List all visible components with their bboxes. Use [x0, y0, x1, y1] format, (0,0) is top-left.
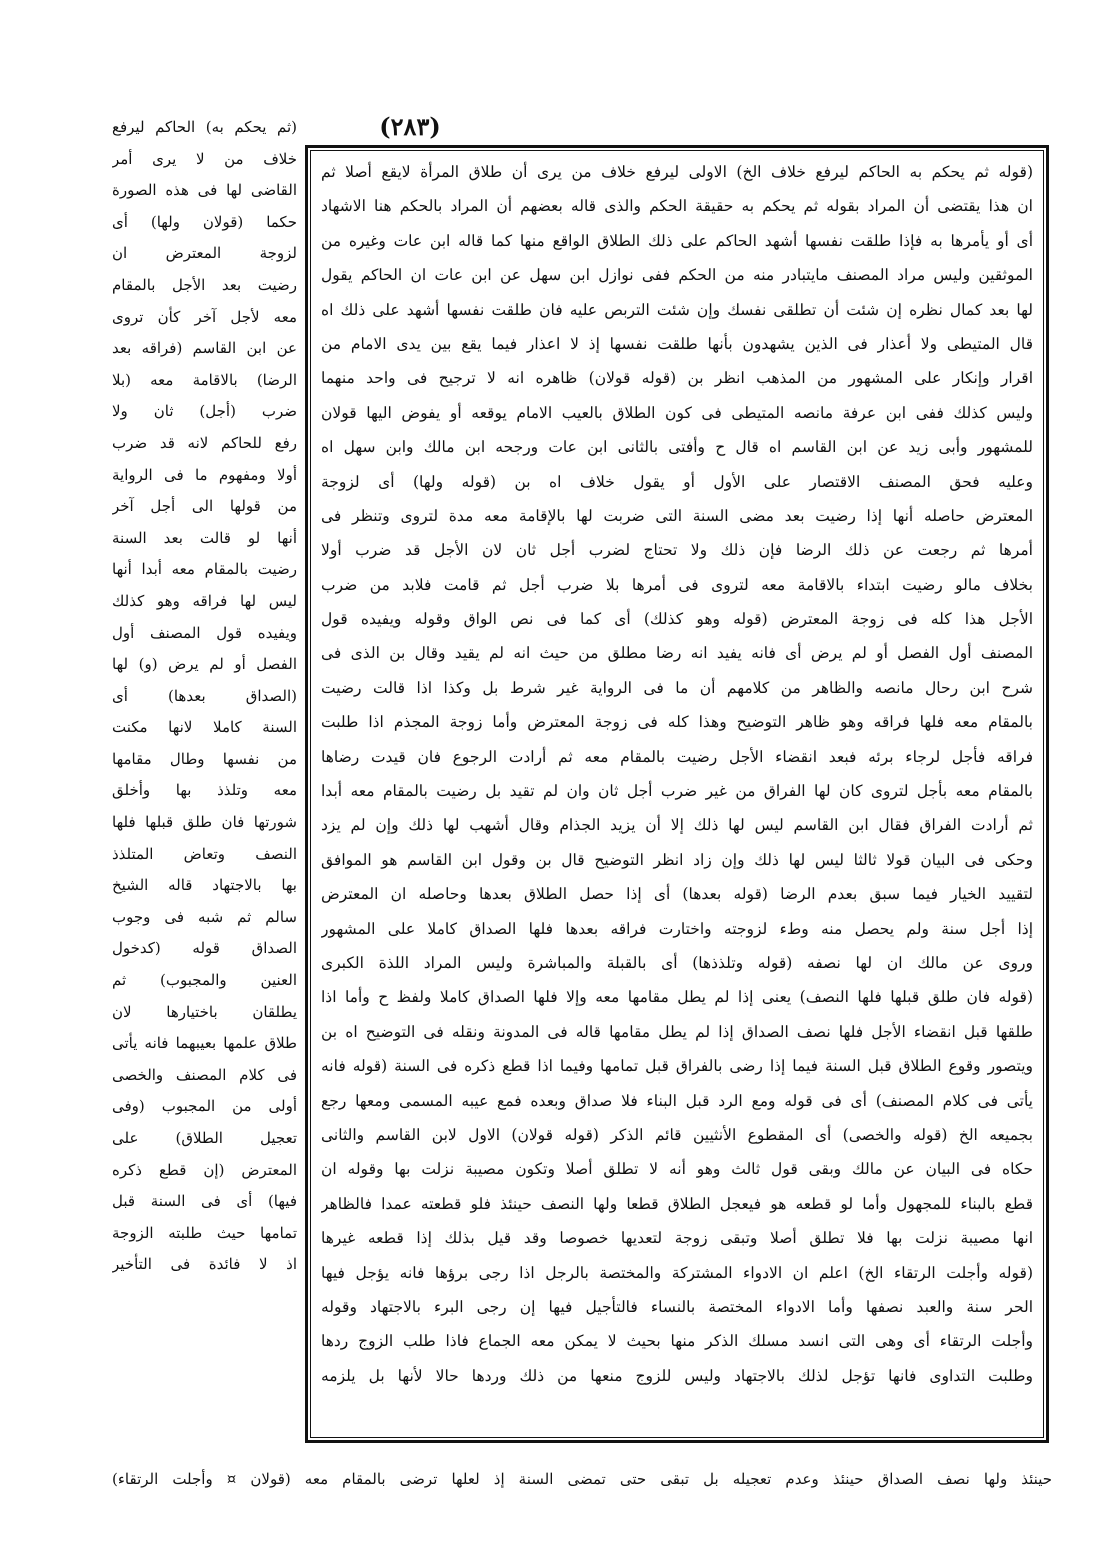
main-line: قطع بالبناء للمجهول وأما لو قطعه هو فيعجل الطلاق قطعا ولها النصف حينئذ فلو قطعته عمدا فالظاهر — [321, 1194, 1033, 1213]
margin-line: رضيت بالمقام معه أبدا أنها — [112, 560, 297, 579]
margin-line: معه وتلذذ بها وأخلق — [112, 781, 297, 800]
margin-line: يطلقان باختيارها لان — [112, 1002, 297, 1021]
main-text-frame — [305, 145, 1049, 1443]
margin-line: (الصداق بعدها) أى — [112, 686, 297, 705]
main-line: ثم أرادت الفراق فقال ابن القاسم ليس لها ذلك إلا أن يزيد الجذام وقال أشهب لها ذلك وإن لم يزد — [321, 816, 1033, 835]
margin-line: فى كلام المصنف والخصى — [112, 1065, 297, 1084]
margin-line: تعجيل الطلاق) على — [112, 1129, 297, 1147]
margin-line: النصف وتعاض المتلذذ — [112, 844, 297, 863]
main-line: وعليه فحق المصنف الاقتصار على الأول أو يقول خلاف اه بن (قوله ولها) أى لزوجة — [321, 472, 1033, 491]
main-line: وروى عن مالك ان لها نصفه (قوله وتلذذها) أى بالقبلة والمباشرة وليس المراد اللذة الكبرى — [321, 953, 1033, 972]
main-line: طلقها قبل انقضاء الأجل فلها نصف الصداق إذا لم يطل مقامها قاله فى المدونة ونقله فى التوضيح اه بن — [321, 1022, 1033, 1041]
main-line: بالمقام معه فلها فراقه وهو ظاهر التوضيح وهذا كله فى زوجة المعترض وأما زوجة المجذم اذا طلبت — [321, 713, 1033, 732]
margin-line: ليس لها فراقه وهو كذلك — [112, 591, 297, 610]
margin-line: شورتها فان طلق قبلها فلها — [112, 813, 297, 832]
margin-line: خلاف من لا يرى أمر — [112, 149, 297, 168]
margin-line: الصداق قوله (كدخول — [112, 939, 297, 958]
margin-line: الرضا) بالاقامة معه (بلا — [112, 370, 297, 389]
margin-line: حكما (قولان ولها) أى — [112, 212, 297, 231]
margin-line: من قولها الى أجل آخر — [112, 497, 297, 516]
main-line: المعترض حاصله أنها إذا رضيت بعد مضى السنة التى ضربت لها بالإقامة معه مدة لتروى وتنظر فى — [321, 506, 1033, 525]
margin-commentary — [112, 112, 297, 1442]
margin-line: عن ابن القاسم (فراقه بعد — [112, 339, 297, 358]
main-line: بخلاف مالو رضيت ابتداء بالاقامة معه لتروى فى أمرها بلا ضرب أجل ثم قامت فلابد من ضرب — [321, 575, 1033, 594]
page-number: (٢٨٣) — [379, 112, 441, 141]
margin-line: السنة كاملا لانها مكنت — [112, 718, 297, 737]
margin-line: ضرب (أجل) ثان ولا — [112, 402, 297, 421]
margin-line: من نفسها وطال مقامها — [112, 749, 297, 768]
main-line: الموثقين وليس مراد المصنف مايتبادر منه من الحكم ففى نوازل ابن سهل عن ابن عات ان الحاكم يقول — [321, 266, 1033, 285]
main-line: ويتصور وقوع الطلاق قبل السنة فيما إذا رضى بالفراق قبل تمامها وفيما اذا قطع ذكره فى السنة (قوله فانه — [321, 1057, 1033, 1076]
footer-line: حينئذ ولها نصف الصداق حينئذ وعدم تعجيله بل تبقى حتى تمضى السنة إذ لعلها ترضى بالمقام معه (قولان ¤ وأجلت الرتقاء) — [112, 1470, 1052, 1488]
margin-line: سالم ثم شبه فى وجوب — [112, 907, 297, 926]
main-line: قال المتيطى ولا أعذار فى الذين يشهدون بأنها طلقت نفسها إذ لا اعذار فيما يقع بين يدى الامام من — [321, 334, 1033, 353]
main-line: لها بعد كمال نظره إن شئت أن تطلقى نفسك وإن شئت التربص عليه فان طلقت نفسها أشهد على ذلك اه — [321, 300, 1033, 319]
main-line: وطلبت التداوى فانها تؤجل لذلك بالاجتهاد وليس للزوج منعها من ذلك وردها حالا لأنها بل يلزمه — [321, 1366, 1033, 1385]
main-line — [321, 1393, 1033, 1427]
main-line: (قوله ثم يحكم به الحاكم ليرفع خلاف الخ) الاولى ليرفع خلاف من يرى أن طلاق المرأة لايقع أصلا ثم — [321, 163, 1033, 181]
margin-line: أولى من المجبوب (وفى — [112, 1097, 297, 1116]
main-line: للمشهور وأبى زيد عن ابن القاسم اه قال ح وأفتى بالثانى ابن عات ورجحه ابن مالك وابن سهل اه — [321, 438, 1033, 457]
main-line: وحكى فى البيان قولا ثالثا ليس لها ذلك وإن زاد انظر التوضيح قال بن وقول ابن القاسم هو الموافق — [321, 850, 1033, 869]
margin-line: تمامها حيث طلبته الزوجة — [112, 1223, 297, 1242]
main-line: أى أو يأمرها به فإذا طلقت نفسها أشهد الحاكم على ذلك الطلاق الواقع منها كما قاله ابن عات وغيره من — [321, 231, 1033, 250]
margin-line: معه لأجل آخر كأن تروى — [112, 307, 297, 326]
main-line: الحر سنة والعبد نصفها وأما الادواء المختصة بالنساء فالتأجيل فيها إن رجى البرء بالاجتهاد وقوله — [321, 1297, 1033, 1316]
main-line: وأجلت الرتقاء أى وهى التى انسد مسلك الذكر منها بحيث لا يمكن معه الجماع فاذا طلب الزوج ردها — [321, 1332, 1033, 1351]
main-text-body — [310, 150, 1044, 1438]
margin-line: القاضى لها فى هذه الصورة — [112, 181, 297, 200]
main-line: لتقييد الخيار فيما سبق بعدم الرضا (قوله بعدها) أى إذا حصل الطلاق بعدها وحاصله ان المعترض — [321, 885, 1033, 904]
main-line: بجميعه الخ (قوله والخصى) أى المقطوع الأنثيين قائم الذكر (قوله قولان) الاول لابن القاسم والثانى — [321, 1125, 1033, 1144]
main-line: بالمقام معه بأجل لتروى كان لها الفراق من غير ضرب أجل ثان وان لم تقيد بل رضيت بالمقام معه أبدا — [321, 782, 1033, 801]
main-line: (قوله فان طلق قبلها فلها النصف) يعنى إذا لم يطل مقامها معه وإلا فلها الصداق كاملا ولفظ ح وأما اذا — [321, 988, 1033, 1007]
margin-line: رضيت بعد الأجل بالمقام — [112, 275, 297, 294]
margin-line: لزوجة المعترض ان — [112, 244, 297, 263]
main-line: حكاه فى البيان عن مالك وبقى قول ثالث وهو أنه لا تطلق أصلا وتكون مصيبة نزلت بها وقوله ان — [321, 1160, 1033, 1179]
margin-line: المعترض (إن قطع ذكره — [112, 1160, 297, 1179]
main-line: إذا أجل سنة ولم يحصل منه وطء لزوجته واختارت فراقه بعدها فلها الصداق كاملا على المشهور — [321, 919, 1033, 938]
main-line: الأجل هذا كله فى زوجة المعترض (قوله وهو كذلك) أى كما فى نص الواق وقوله ويفيده قول — [321, 610, 1033, 629]
margin-line: أنها لو قالت بعد السنة — [112, 528, 297, 547]
main-line: (قوله وأجلت الرتقاء الخ) اعلم ان الادواء المشتركة والمختصة بالرجل اذا رجى برؤها فانه يؤجل فيها — [321, 1263, 1033, 1282]
margin-line: رفع للحاكم لانه قد ضرب — [112, 433, 297, 452]
margin-line: العنين والمجبوب) ثم — [112, 971, 297, 990]
main-line: أمرها ثم رجعت عن ذلك الرضا فإن ذلك ولا تحتاج لضرب أجل ثان لان الأجل قد ضرب أولا — [321, 541, 1033, 560]
margin-line: طلاق علمها بعيبهما فانه يأتى — [112, 1034, 297, 1053]
main-line: يأتى فى كلام المصنف) أى فى قوله ومع الرد قبل البناء فلا صداق وبعده فمع عيبه المسمى ومعها رجع — [321, 1091, 1033, 1110]
margin-line: اذ لا فائدة فى التأخير — [112, 1255, 297, 1274]
main-line: فراقه فأجل لرجاء برئه فبعد انقضاء الأجل رضيت بالمقام معه ثم أرادت الرجوع فان قيدت رضاها — [321, 747, 1033, 766]
main-line: ان هذا يقتضى أن المراد بقوله ثم يحكم به حقيقة الحكم والذى قاله بعضهم أن المراد بالحكم هنا الاشهاد — [321, 197, 1033, 216]
margin-line: (ثم يحكم به) الحاكم ليرفع — [112, 118, 297, 136]
margin-line: بها بالاجتهاد قاله الشيخ — [112, 876, 297, 895]
margin-line: الفصل أو لم يرض (و) لها — [112, 655, 297, 674]
margin-line: أولا ومفهوم ما فى الرواية — [112, 465, 297, 484]
margin-line: فيها) أى فى السنة قبل — [112, 1192, 297, 1211]
main-line: شرح ابن رحال مانصه والظاهر من كلامهم أن ما فى الرواية غير شرط بل وكذا اذا قالت رضيت — [321, 678, 1033, 697]
main-line: اقرار وإنكار على المشهور من المذهب انظر بن (قوله قولان) ظاهره انه لا ترجيح فى واحد منهما — [321, 369, 1033, 388]
main-line: وليس كذلك ففى ابن عرفة مانصه المتيطى فى كون الطلاق بالعيب الامام يوقعه أو يفوض اليها قولان — [321, 403, 1033, 422]
main-line: المصنف أول الفصل أو لم يرض أى فانه يفيد انه رضا مطلق من حيث انه لم يقيد وقال بن الذى فى — [321, 644, 1033, 663]
margin-line: ويفيده قول المصنف أول — [112, 623, 297, 642]
main-line: انها مصيبة نزلت بها فلا تطلق أصلا وتبقى زوجة لتعديها خصوصا وقد قيل بذلك إذا قطعه غيرها — [321, 1229, 1033, 1248]
